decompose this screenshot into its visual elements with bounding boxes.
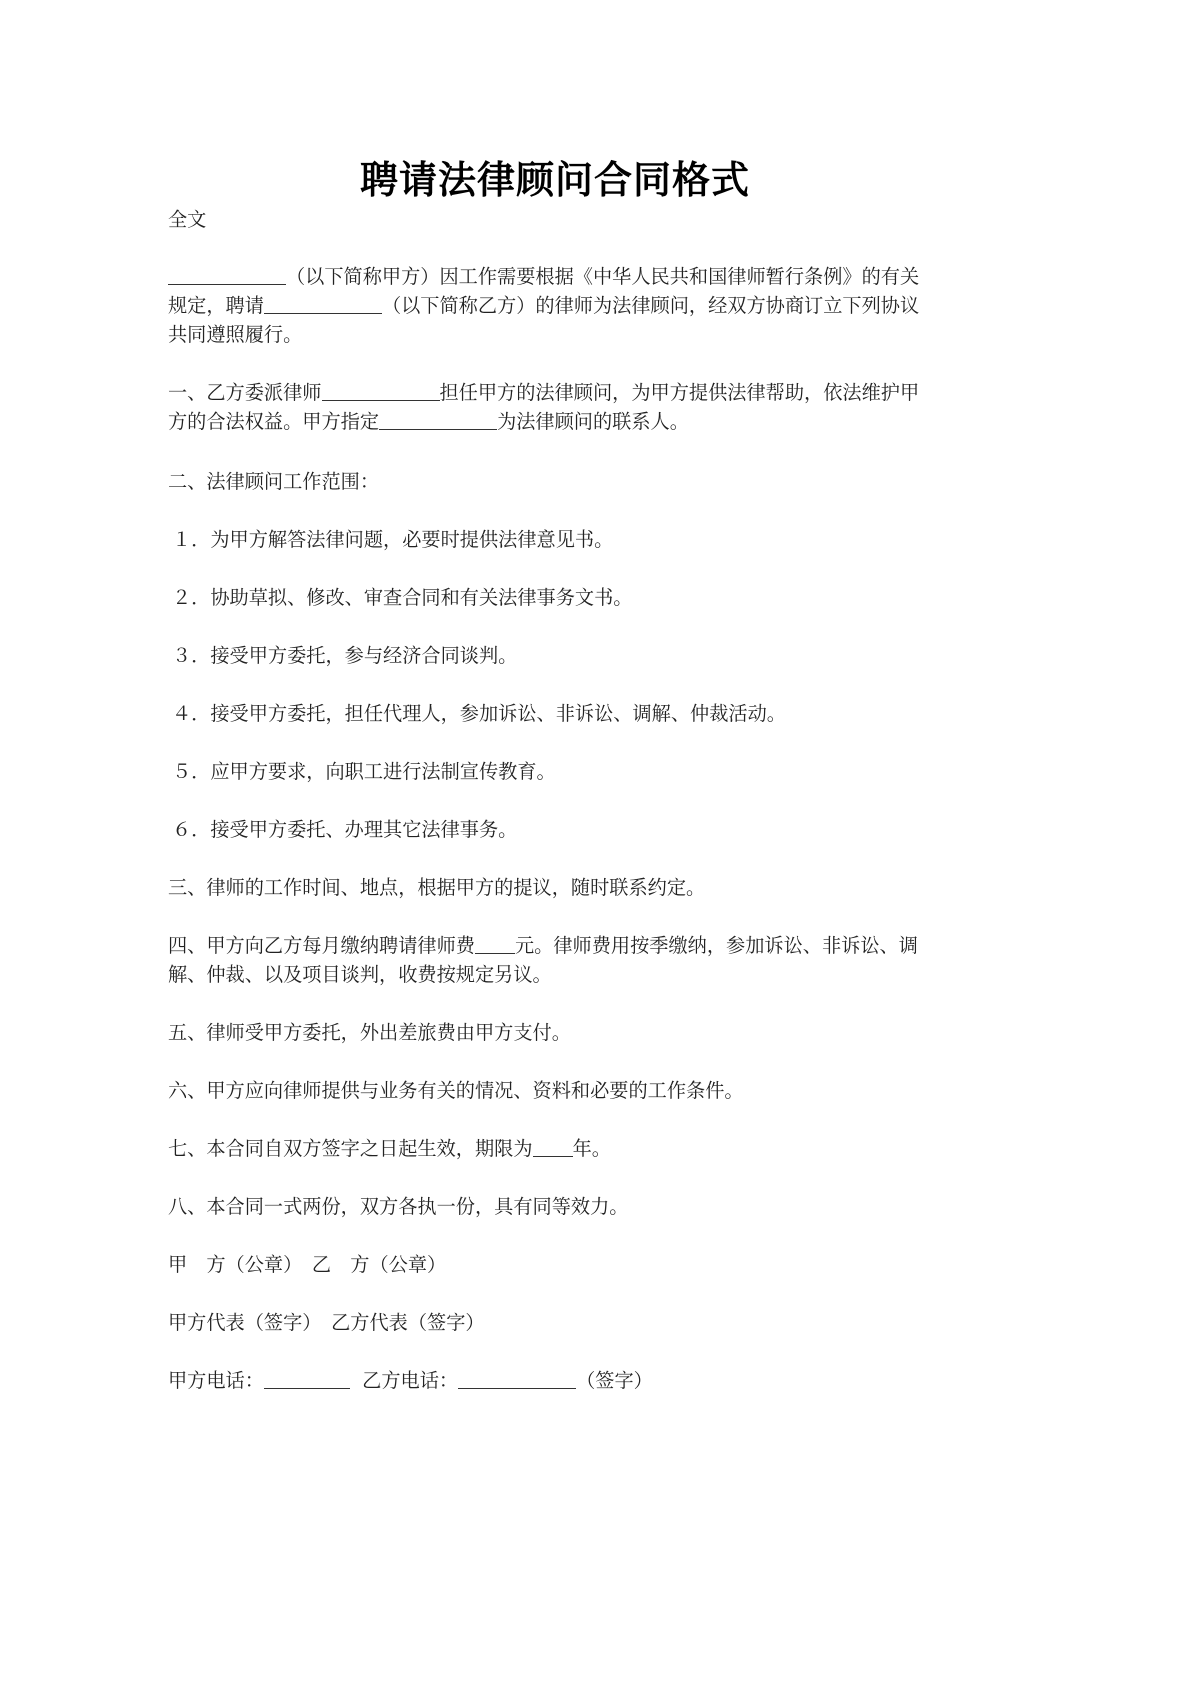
clause-1-text-1: 一、乙方委派律师 [168, 381, 322, 404]
clause-1-text-4: 为法律顾问的联系人。 [497, 410, 689, 433]
party-b-phone-label: 乙方电话： [362, 1369, 459, 1392]
clause-6: 六、甲方应向律师提供与业务有关的情况、资料和必要的工作条件。 [168, 1079, 744, 1102]
clause-4-line-1 [168, 931, 944, 960]
contact-person-blank[interactable] [379, 411, 497, 430]
lawyer-name-blank[interactable] [322, 382, 440, 401]
term-years-blank[interactable] [533, 1138, 573, 1157]
intro-text-1: （以下简称甲方）因工作需要根据《中华人民共和国律师暂行条例》的有关 [286, 265, 920, 288]
clause-4-text-1: 四、甲方向乙方每月缴纳聘请律师费 [168, 934, 475, 957]
seal-line: 甲 方（公章） 乙 方（公章） [168, 1253, 447, 1276]
clause-1-line-1 [168, 378, 944, 407]
clause-1-text-3: 方的合法权益。甲方指定 [168, 410, 380, 433]
scope-item-4: ４．接受甲方委托，担任代理人，参加诉讼、非诉讼、调解、仲裁活动。 [172, 702, 786, 725]
clause-1-line-2 [168, 407, 944, 436]
party-a-phone-blank[interactable] [264, 1370, 350, 1389]
intro-line-3: 共同遵照履行。 [168, 323, 303, 346]
intro-text-3: （以下简称乙方）的律师为法律顾问，经双方协商订立下列协议 [381, 294, 920, 317]
phone-line [168, 1366, 944, 1395]
clause-4-line-2: 解、仲裁、以及项目谈判，收费按规定另议。 [168, 963, 552, 986]
intro-line-2 [168, 291, 944, 320]
clause-7-text-1: 七、本合同自双方签字之日起生效，期限为 [168, 1137, 533, 1160]
scope-item-6: ６．接受甲方委托、办理其它法律事务。 [172, 818, 518, 841]
intro-text-2: 规定，聘请 [168, 294, 264, 317]
party-b-name-blank[interactable] [264, 295, 382, 314]
subtitle: 全文 [168, 208, 207, 231]
intro-line-1 [168, 262, 944, 291]
clause-1-text-2: 担任甲方的法律顾问，为甲方提供法律帮助，依法维护甲 [439, 381, 920, 404]
party-a-name-blank[interactable] [168, 266, 286, 285]
scope-item-2: ２．协助草拟、修改、审查合同和有关法律事务文书。 [172, 586, 633, 609]
clause-4-text-2: 元。律师费用按季缴纳，参加诉讼、非诉讼、调 [515, 934, 918, 957]
clause-8: 八、本合同一式两份，双方各执一份，具有同等效力。 [168, 1195, 629, 1218]
clause-3: 三、律师的工作时间、地点，根据甲方的提议，随时联系约定。 [168, 876, 706, 899]
clause-7 [168, 1134, 944, 1163]
sign-suffix: （签字） [576, 1369, 653, 1392]
monthly-fee-blank[interactable] [475, 935, 515, 954]
scope-item-5: ５．应甲方要求，向职工进行法制宣传教育。 [172, 760, 556, 783]
scope-item-1: １．为甲方解答法律问题，必要时提供法律意见书。 [172, 528, 614, 551]
clause-7-text-2: 年。 [572, 1137, 611, 1160]
party-b-phone-blank[interactable] [458, 1370, 576, 1389]
clause-2-heading: 二、法律顾问工作范围： [168, 470, 380, 493]
scope-item-3: ３．接受甲方委托，参与经济合同谈判。 [172, 644, 518, 667]
party-a-phone-label: 甲方电话： [168, 1369, 264, 1392]
document-title: 聘请法律顾问合同格式 [359, 158, 750, 202]
representative-line: 甲方代表（签字） 乙方代表（签字） [168, 1311, 485, 1334]
clause-5: 五、律师受甲方委托，外出差旅费由甲方支付。 [168, 1021, 571, 1044]
